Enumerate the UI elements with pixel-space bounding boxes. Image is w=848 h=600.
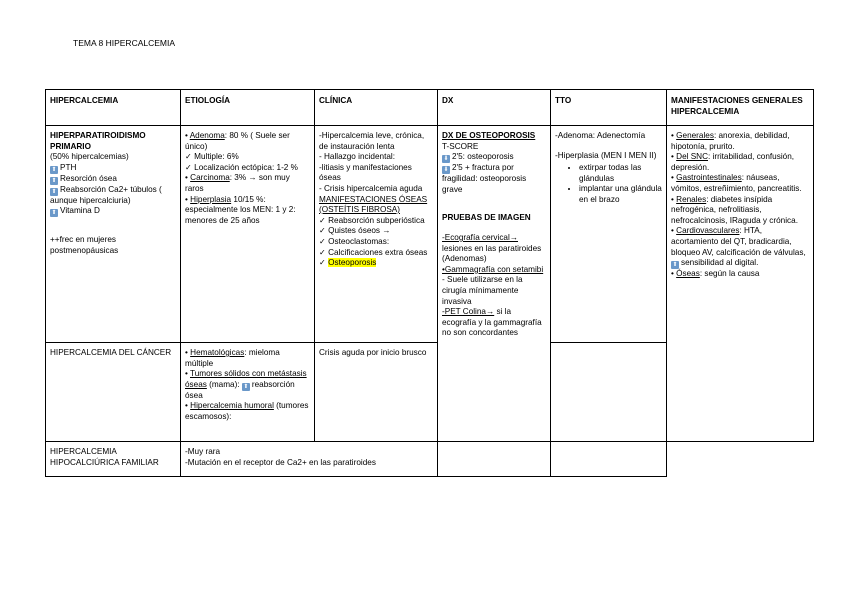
header-etiologia: ETIOLOGÍA (181, 90, 315, 126)
arrow-down-icon: ⬇ (443, 156, 449, 163)
cell-cancer: HIPERCALCEMIA DEL CÁNCER (46, 343, 181, 442)
arrow-down-icon: ⬇ (443, 167, 449, 174)
header-row (46, 90, 814, 126)
row-familiar (46, 442, 814, 477)
arrow-up-icon: ⬆ (51, 210, 57, 217)
cell-cancer-etiologia: • Hematológicas: mieloma múltiple • Tumores sólidos con metástasis óseas (mama): ⬆ reabsorción ósea • Hipercalcemia humoral (tumores escamosos): (181, 343, 315, 442)
hypercalcemia-table (45, 89, 814, 477)
header-hipercalcemia: HIPERCALCEMIA (46, 90, 181, 126)
cell-cancer-tto (551, 343, 667, 442)
cell-tto: -Adenoma: Adenectomía -Hiperplasia (MEN I MEN II) • extirpar todas las glándulas • implantar una glándula en el brazo (551, 126, 667, 343)
header-tto: TTO (551, 90, 667, 126)
arrow-up-icon: ⬆ (672, 262, 678, 269)
cell-clinica: -Hipercalcemia leve, crónica, de instauración lenta - Hallazgo incidental: -litiasis y manifestaciones óseas - Crisis hipercalcemia aguda MANIFESTACIONES ÓSEAS (OSTEÍTIS FIBROSA) ✓ Reabsorción subperióstica ✓ Quistes óseos → ✓ Osteoclastomas: ✓ Calcificaciones extra óseas ✓ Osteoporosis (315, 126, 438, 343)
document-title: TEMA 8 HIPERCALCEMIA (73, 38, 176, 48)
arrow-up-icon: ⬆ (51, 188, 57, 195)
arrow-up-icon: ⬆ (243, 383, 249, 390)
list-item: • extirpar todas las glándulas (579, 163, 662, 184)
cell-familiar: HIPERCALCEMIA HIPOCALCIÚRICA FAMILIAR (46, 442, 181, 477)
header-clinica: CLÍNICA (315, 90, 438, 126)
cell-familiar-etiologia: -Muy rara -Mutación en el receptor de Ca2+ en las paratiroides (181, 442, 438, 477)
arrow-up-icon: ⬆ (51, 166, 57, 173)
cell-familiar-dx (438, 442, 551, 477)
tto-list (555, 163, 662, 205)
list-item: • implantar una glándula en el brazo (579, 184, 662, 205)
header-dx: DX (438, 90, 551, 126)
row-hiperparatiroidismo (46, 126, 814, 343)
cell-cancer-clinica: Crisis aguda por inicio brusco (315, 343, 438, 442)
cell-manifestaciones: • Generales: anorexia, debilidad, hipotonía, prurito. • Del SNC: irritabilidad, confusión, depresión. • Gastrointestinales: náuseas, vómitos, estreñimiento, pancreatitis. • Renales: diabetes insípida nefrogénica, nefrolitiasis, nefrocalcinosis, IRaguda y crónica. • Cardiovasculares: HTA, acortamiento del QT, bradicardia, bloqueo AV, calcificación de válvulas, ⬆ sensibilidad al digital. • Óseas: según la causa (667, 126, 814, 442)
cell-hiperparatiroidismo: HIPERPARATIROIDISMO PRIMARIO (50% hipercalcemias) ⬆ PTH ⬆ Resorción ósea ⬆ Reabsorción Ca2+ túbulos ( aunque hipercalciuria) ⬆ Vitamina D ++frec en mujeres postmenopáusicas (46, 126, 181, 343)
note-frecuencia: ++frec en mujeres postmenopáusicas (50, 235, 119, 255)
cell-dx: DX DE OSTEOPOROSIS T-SCORE ⬇ 2'5: osteoporosis ⬇ 2'5 + fractura por fragilidad: osteoporosis grave PRUEBAS DE IMAGEN -Ecografía cervical→ lesiones en las paratiroides (Adenomas) •Gammagrafía con setamibi - Suele utilizarse en la cirugía mínimamente invasiva -PET Colina→ si la ecografía y la gammagrafía no son concordantes (438, 126, 551, 442)
header-manifestaciones: MANIFESTACIONES GENERALES HIPERCALCEMIA (667, 90, 814, 126)
cell-familiar-tto (551, 442, 667, 477)
cell-etiologia: • Adenoma: 80 % ( Suele ser único) ✓ Multiple: 6% ✓ Localización ectópica: 1-2 % • Carcinoma: 3% → son muy raros • Hiperplasia 10/15 %: especialmente los MEN: 1 y 2: menores de 25 años (181, 126, 315, 343)
arrow-up-icon: ⬆ (51, 177, 57, 184)
osteoporosis-highlight: Osteoporosis (328, 258, 377, 268)
